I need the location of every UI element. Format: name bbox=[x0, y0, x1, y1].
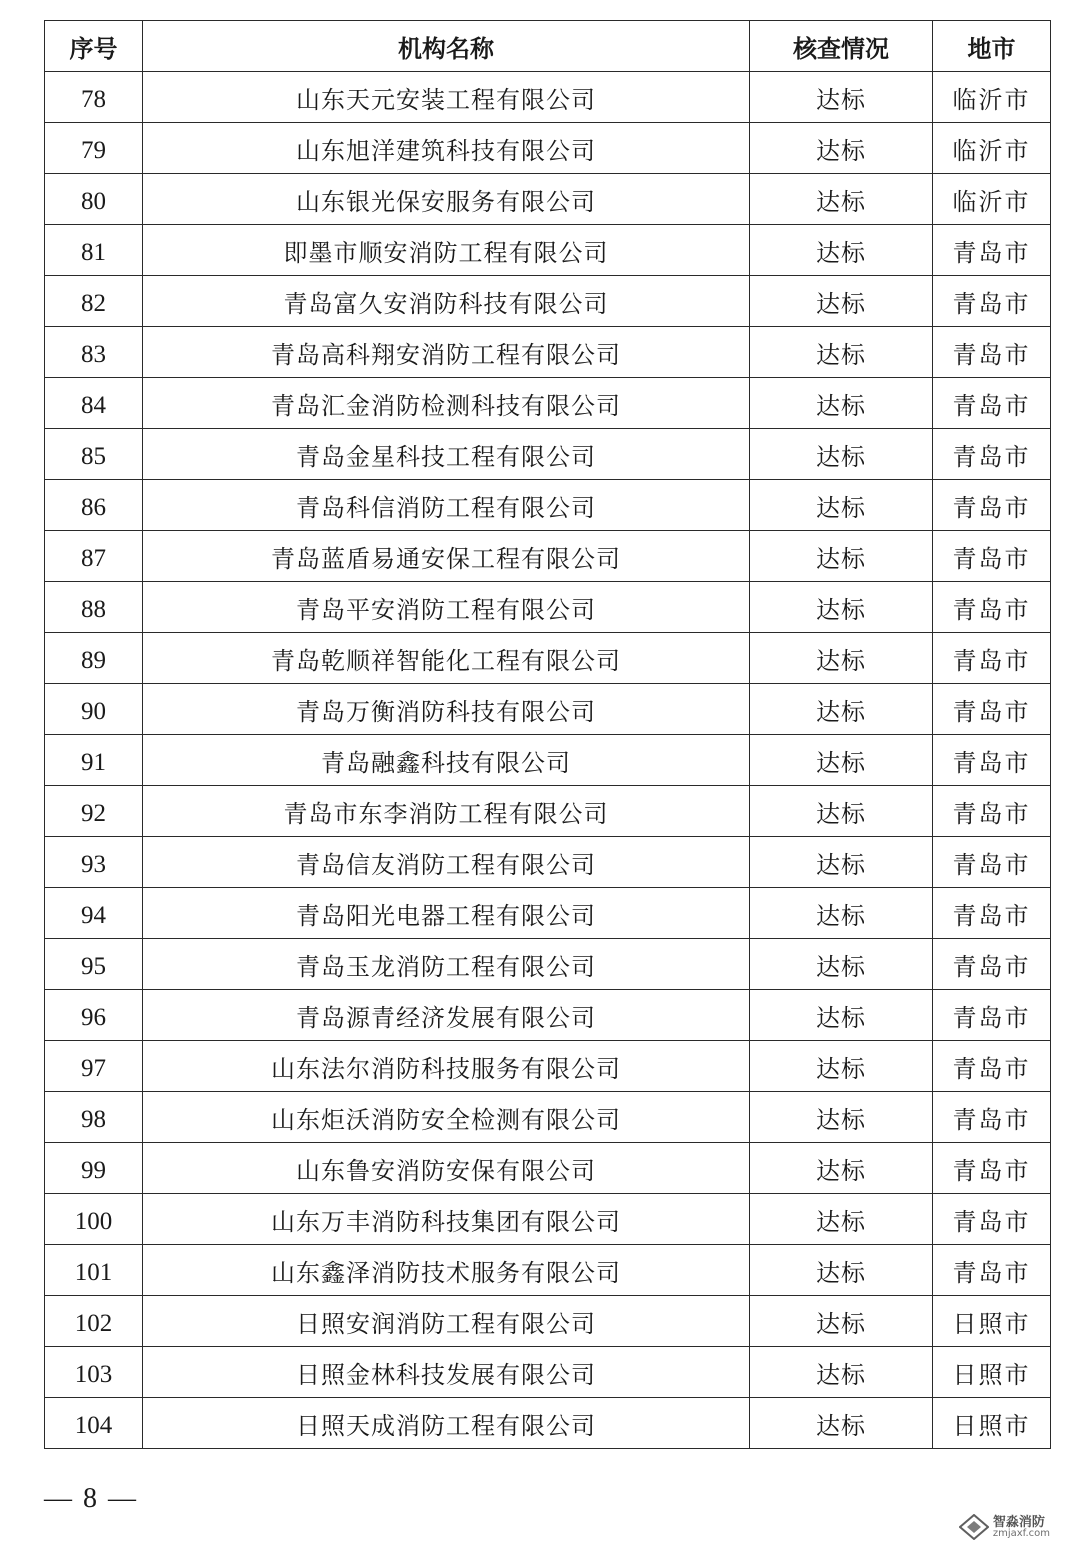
cell-inspection-status: 达标 bbox=[750, 378, 933, 429]
cell-inspection-status: 达标 bbox=[750, 837, 933, 888]
cell-organization-name: 青岛金星科技工程有限公司 bbox=[143, 429, 750, 480]
cell-city: 青岛市 bbox=[933, 1245, 1051, 1296]
cell-city: 青岛市 bbox=[933, 276, 1051, 327]
cell-organization-name: 山东天元安装工程有限公司 bbox=[143, 72, 750, 123]
cell-organization-name: 青岛万衡消防科技有限公司 bbox=[143, 684, 750, 735]
cell-city: 青岛市 bbox=[933, 888, 1051, 939]
cell-inspection-status: 达标 bbox=[750, 735, 933, 786]
table-row bbox=[45, 939, 1051, 990]
cell-organization-name: 青岛平安消防工程有限公司 bbox=[143, 582, 750, 633]
cell-organization-name: 日照金林科技发展有限公司 bbox=[143, 1347, 750, 1398]
cell-serial-number: 84 bbox=[45, 378, 143, 429]
cell-inspection-status: 达标 bbox=[750, 786, 933, 837]
cell-city: 青岛市 bbox=[933, 786, 1051, 837]
table-row bbox=[45, 888, 1051, 939]
table-row bbox=[45, 1245, 1051, 1296]
cell-city: 青岛市 bbox=[933, 531, 1051, 582]
table-row bbox=[45, 735, 1051, 786]
cell-inspection-status: 达标 bbox=[750, 633, 933, 684]
table-row bbox=[45, 837, 1051, 888]
cell-city: 青岛市 bbox=[933, 582, 1051, 633]
table-row bbox=[45, 684, 1051, 735]
cell-city: 青岛市 bbox=[933, 684, 1051, 735]
header-organization-name: 机构名称 bbox=[143, 21, 750, 72]
header-serial-number: 序号 bbox=[45, 21, 143, 72]
table-row bbox=[45, 327, 1051, 378]
cell-organization-name: 山东法尔消防科技服务有限公司 bbox=[143, 1041, 750, 1092]
cell-organization-name: 山东炬沃消防安全检测有限公司 bbox=[143, 1092, 750, 1143]
cell-organization-name: 青岛阳光电器工程有限公司 bbox=[143, 888, 750, 939]
page-number: — 8 — bbox=[44, 1483, 138, 1514]
table-row bbox=[45, 1296, 1051, 1347]
cell-organization-name: 青岛蓝盾易通安保工程有限公司 bbox=[143, 531, 750, 582]
header-city: 地市 bbox=[933, 21, 1051, 72]
cell-inspection-status: 达标 bbox=[750, 1143, 933, 1194]
table-row bbox=[45, 276, 1051, 327]
cell-serial-number: 96 bbox=[45, 990, 143, 1041]
table-row bbox=[45, 1398, 1051, 1449]
cell-serial-number: 90 bbox=[45, 684, 143, 735]
table-row bbox=[45, 786, 1051, 837]
cell-serial-number: 89 bbox=[45, 633, 143, 684]
cell-serial-number: 81 bbox=[45, 225, 143, 276]
cell-inspection-status: 达标 bbox=[750, 72, 933, 123]
cell-organization-name: 日照安润消防工程有限公司 bbox=[143, 1296, 750, 1347]
table-row bbox=[45, 72, 1051, 123]
cell-organization-name: 山东鑫泽消防技术服务有限公司 bbox=[143, 1245, 750, 1296]
cell-organization-name: 山东万丰消防科技集团有限公司 bbox=[143, 1194, 750, 1245]
cell-organization-name: 青岛市东李消防工程有限公司 bbox=[143, 786, 750, 837]
cell-organization-name: 青岛汇金消防检测科技有限公司 bbox=[143, 378, 750, 429]
cell-organization-name: 山东鲁安消防安保有限公司 bbox=[143, 1143, 750, 1194]
cell-organization-name: 青岛信友消防工程有限公司 bbox=[143, 837, 750, 888]
cell-serial-number: 80 bbox=[45, 174, 143, 225]
cell-inspection-status: 达标 bbox=[750, 990, 933, 1041]
table-row bbox=[45, 429, 1051, 480]
cell-inspection-status: 达标 bbox=[750, 174, 933, 225]
cell-city: 青岛市 bbox=[933, 1143, 1051, 1194]
table-row bbox=[45, 990, 1051, 1041]
cell-organization-name: 青岛富久安消防科技有限公司 bbox=[143, 276, 750, 327]
cell-serial-number: 104 bbox=[45, 1398, 143, 1449]
cell-serial-number: 78 bbox=[45, 72, 143, 123]
cell-serial-number: 83 bbox=[45, 327, 143, 378]
cell-city: 临沂市 bbox=[933, 174, 1051, 225]
cell-serial-number: 98 bbox=[45, 1092, 143, 1143]
cell-serial-number: 87 bbox=[45, 531, 143, 582]
cell-inspection-status: 达标 bbox=[750, 684, 933, 735]
table-row bbox=[45, 1041, 1051, 1092]
watermark-title: 智淼消防 bbox=[992, 1514, 1045, 1530]
cell-city: 日照市 bbox=[933, 1398, 1051, 1449]
cell-inspection-status: 达标 bbox=[750, 1245, 933, 1296]
cell-inspection-status: 达标 bbox=[750, 1194, 933, 1245]
cell-city: 青岛市 bbox=[933, 1092, 1051, 1143]
cell-city: 青岛市 bbox=[933, 378, 1051, 429]
table-row bbox=[45, 1092, 1051, 1143]
cell-city: 临沂市 bbox=[933, 72, 1051, 123]
cell-inspection-status: 达标 bbox=[750, 429, 933, 480]
cell-serial-number: 95 bbox=[45, 939, 143, 990]
cell-inspection-status: 达标 bbox=[750, 531, 933, 582]
cell-serial-number: 92 bbox=[45, 786, 143, 837]
cell-serial-number: 99 bbox=[45, 1143, 143, 1194]
cell-inspection-status: 达标 bbox=[750, 327, 933, 378]
cell-inspection-status: 达标 bbox=[750, 939, 933, 990]
table-row bbox=[45, 123, 1051, 174]
cell-serial-number: 91 bbox=[45, 735, 143, 786]
watermark bbox=[959, 1514, 1050, 1540]
cell-organization-name: 青岛科信消防工程有限公司 bbox=[143, 480, 750, 531]
cell-city: 青岛市 bbox=[933, 327, 1051, 378]
cell-inspection-status: 达标 bbox=[750, 480, 933, 531]
cell-inspection-status: 达标 bbox=[750, 1296, 933, 1347]
cell-city: 日照市 bbox=[933, 1347, 1051, 1398]
cell-inspection-status: 达标 bbox=[750, 225, 933, 276]
table-row bbox=[45, 1194, 1051, 1245]
cell-city: 青岛市 bbox=[933, 429, 1051, 480]
watermark-domain: zmjaxf.com bbox=[992, 1527, 1050, 1539]
table-row bbox=[45, 225, 1051, 276]
cell-organization-name: 青岛乾顺祥智能化工程有限公司 bbox=[143, 633, 750, 684]
cell-organization-name: 山东旭洋建筑科技有限公司 bbox=[143, 123, 750, 174]
cell-serial-number: 79 bbox=[45, 123, 143, 174]
cell-inspection-status: 达标 bbox=[750, 1041, 933, 1092]
inspection-table bbox=[44, 20, 1051, 1449]
cell-city: 青岛市 bbox=[933, 633, 1051, 684]
cell-city: 青岛市 bbox=[933, 735, 1051, 786]
cell-city: 青岛市 bbox=[933, 837, 1051, 888]
table-row bbox=[45, 531, 1051, 582]
table-row bbox=[45, 480, 1051, 531]
cell-inspection-status: 达标 bbox=[750, 1347, 933, 1398]
cell-serial-number: 85 bbox=[45, 429, 143, 480]
table-row bbox=[45, 1347, 1051, 1398]
cell-organization-name: 青岛融鑫科技有限公司 bbox=[143, 735, 750, 786]
cell-city: 临沂市 bbox=[933, 123, 1051, 174]
cell-serial-number: 93 bbox=[45, 837, 143, 888]
table-row bbox=[45, 174, 1051, 225]
cell-city: 日照市 bbox=[933, 1296, 1051, 1347]
table-header-row bbox=[45, 21, 1051, 72]
cell-city: 青岛市 bbox=[933, 939, 1051, 990]
cell-serial-number: 102 bbox=[45, 1296, 143, 1347]
cell-serial-number: 100 bbox=[45, 1194, 143, 1245]
cell-serial-number: 97 bbox=[45, 1041, 143, 1092]
table-row bbox=[45, 582, 1051, 633]
cell-city: 青岛市 bbox=[933, 480, 1051, 531]
cell-city: 青岛市 bbox=[933, 1041, 1051, 1092]
cell-serial-number: 94 bbox=[45, 888, 143, 939]
cell-serial-number: 86 bbox=[45, 480, 143, 531]
cell-city: 青岛市 bbox=[933, 990, 1051, 1041]
cell-serial-number: 82 bbox=[45, 276, 143, 327]
cell-organization-name: 日照天成消防工程有限公司 bbox=[143, 1398, 750, 1449]
cell-inspection-status: 达标 bbox=[750, 123, 933, 174]
cell-inspection-status: 达标 bbox=[750, 888, 933, 939]
table-row bbox=[45, 633, 1051, 684]
table-body bbox=[45, 72, 1051, 1449]
cell-serial-number: 88 bbox=[45, 582, 143, 633]
cell-organization-name: 青岛高科翔安消防工程有限公司 bbox=[143, 327, 750, 378]
cell-city: 青岛市 bbox=[933, 1194, 1051, 1245]
cell-serial-number: 103 bbox=[45, 1347, 143, 1398]
cell-city: 青岛市 bbox=[933, 225, 1051, 276]
cell-organization-name: 山东银光保安服务有限公司 bbox=[143, 174, 750, 225]
cell-inspection-status: 达标 bbox=[750, 1398, 933, 1449]
cell-serial-number: 101 bbox=[45, 1245, 143, 1296]
cell-inspection-status: 达标 bbox=[750, 1092, 933, 1143]
cell-organization-name: 青岛源青经济发展有限公司 bbox=[143, 990, 750, 1041]
diamond-logo-icon bbox=[959, 1514, 989, 1540]
cell-inspection-status: 达标 bbox=[750, 582, 933, 633]
cell-organization-name: 青岛玉龙消防工程有限公司 bbox=[143, 939, 750, 990]
header-inspection-status: 核查情况 bbox=[750, 21, 933, 72]
table-row bbox=[45, 1143, 1051, 1194]
table-row bbox=[45, 378, 1051, 429]
cell-organization-name: 即墨市顺安消防工程有限公司 bbox=[143, 225, 750, 276]
cell-inspection-status: 达标 bbox=[750, 276, 933, 327]
